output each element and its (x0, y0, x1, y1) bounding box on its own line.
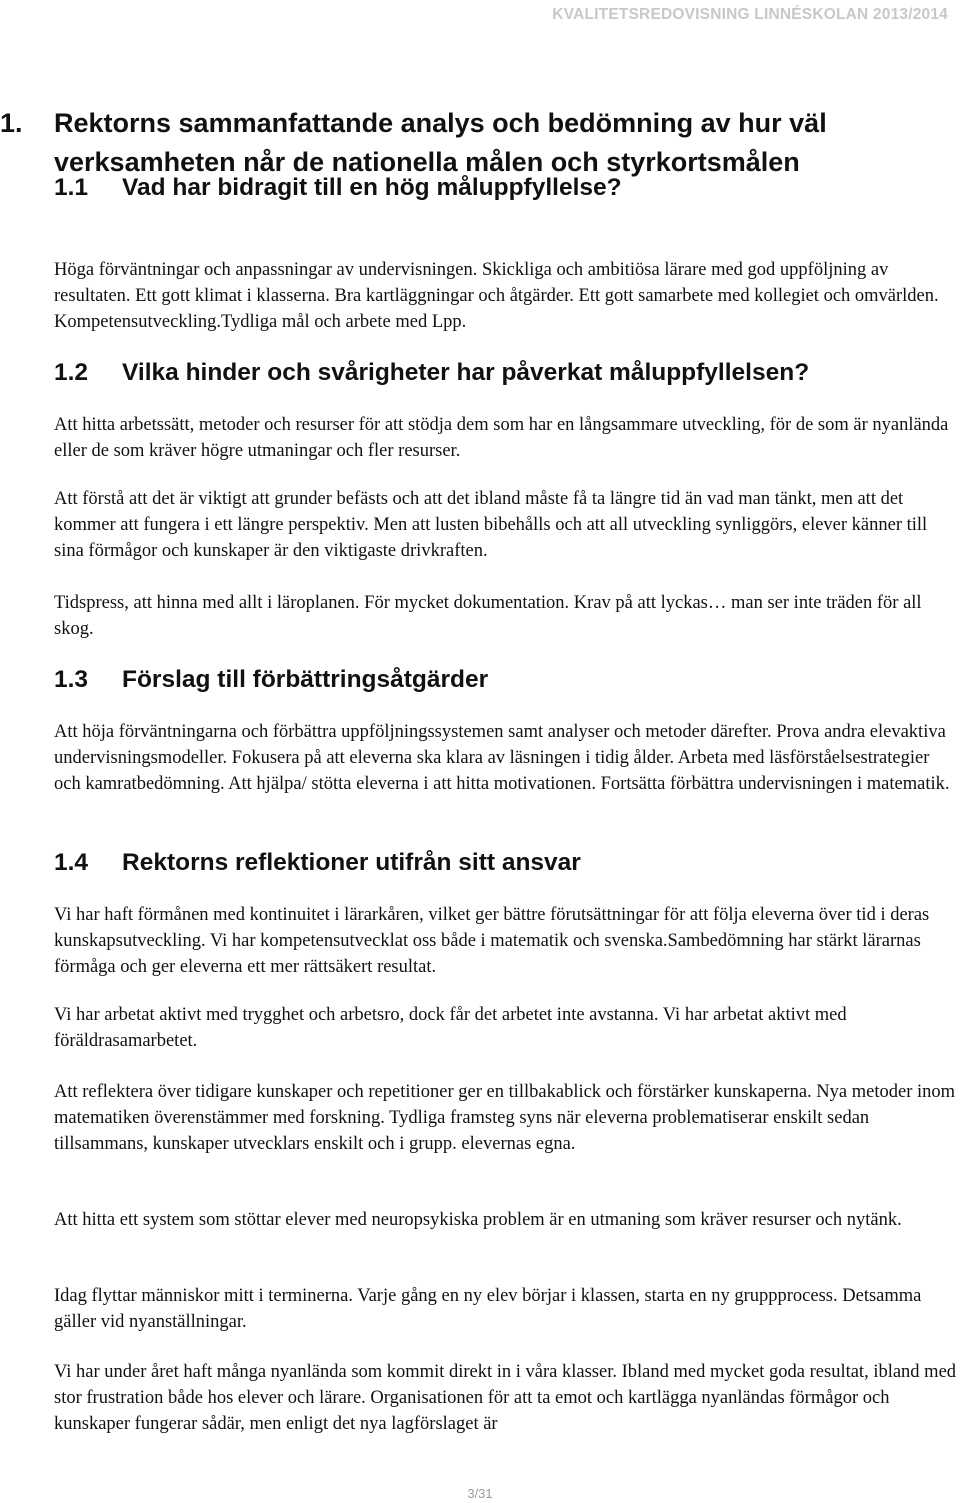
section-1-1-title: Vad har bidragit till en hög måluppfyllelse? (122, 174, 622, 201)
section-1-4-heading (54, 848, 581, 878)
section-1-1-heading (54, 173, 622, 203)
document-header: KVALITETSREDOVISNING LINNÉSKOLAN 2013/2014 (552, 6, 948, 23)
section-1-number: 1. (0, 108, 23, 138)
section-1-3-title: Förslag till förbättringsåtgärder (122, 666, 489, 693)
section-1-4-number: 1.4 (54, 849, 89, 876)
section-1-2-paragraph-2: Att förstå att det är viktigt att grunder befästs och att det ibland måste få ta längre tid än vad man tänkt, men att det kommer att fungera i ett längre perspektiv. Men att lusten bibehålls och att all utveckling synliggörs, elever känner till sina förmågor och kunskaper är den viktigaste drivkraften. (54, 489, 928, 561)
section-1-4-title: Rektorns reflektioner utifrån sitt ansvar (122, 849, 581, 876)
section-1-3-number: 1.3 (54, 666, 89, 693)
section-1-2-paragraph-3: Tidspress, att hinna med allt i läroplanen. För mycket dokumentation. Krav på att lyckas… man ser inte träden för all skog. (54, 593, 922, 639)
section-1-title: Rektorns sammanfattande analys och bedömning av hur väl verksamheten når de nationella målen och styrkortsmålen (54, 108, 827, 177)
section-1-1-number: 1.1 (54, 174, 89, 201)
section-1-2-paragraph-1: Att hitta arbetssätt, metoder och resurser för att stödja dem som har en långsammare utveckling, för de som är nyanlända eller de som kräver högre utmaningar och fler resurser. (54, 415, 949, 461)
section-1-2-heading (54, 358, 809, 388)
page-number: 3/31 (467, 1486, 493, 1501)
section-1-4-paragraph-2: Vi har arbetat aktivt med trygghet och arbetsro, dock får det arbetet inte avstanna. Vi har arbetat aktivt med föräldrasamarbetet. (54, 1005, 847, 1051)
section-1-2-number: 1.2 (54, 359, 89, 386)
section-1-4-paragraph-4: Att hitta ett system som stöttar elever med neuropsykiska problem är en utmaning som kräver resurser och nytänk. (54, 1210, 902, 1230)
section-1-4-paragraph-1: Vi har haft förmånen med kontinuitet i lärarkåren, vilket ger bättre förutsättningar för att följa eleverna över tid i deras kunskapsutveckling. Vi har kompetensutvecklat oss både i matematik och svenska.Sambedömning har stärkt lärarnas förmåga och ger eleverna ett mer rättsäkert resultat. (54, 905, 930, 977)
section-1-1-paragraph: Höga förväntningar och anpassningar av undervisningen. Skickliga och ambitiösa lärare med god uppföljning av resultaten. Ett gott klimat i klasserna. Bra kartläggningar och åtgärder. Ett gott samarbete med kollegiet och omvärlden. Kompetensutveckling.Tydliga mål och arbete med Lpp. (54, 260, 939, 332)
section-1-4-paragraph-3: Att reflektera över tidigare kunskaper och repetitioner ger en tillbakablick och förstärker kunskaperna. Nya metoder inom matematiken överenstämmer med forskning. Tydliga framsteg syns när eleverna problematiserar enskilt sedan tillsammans, kunskaper utvecklars enskilt och i grupp. elevernas egna. (54, 1082, 956, 1154)
section-1-4-paragraph-5: Idag flyttar människor mitt i terminerna. Varje gång en ny elev börjar i klassen, starta en ny gruppprocess. Detsamma gäller vid nyanställningar. (54, 1286, 922, 1332)
section-1-3-paragraph: Att höja förväntningarna och förbättra uppföljningssystemen samt analyser och metoder därefter. Prova andra elevaktiva undervisningsmodeller. Fokusera på att eleverna ska klara av läsningen i tidig ålder. Arbeta med läsförståelsestrategier och kamratbedömning. Att hjälpa/ stötta eleverna i att hitta motivationen. Fortsätta förbättra undervisningen i matematik. (54, 722, 950, 794)
section-1-heading (0, 104, 950, 182)
section-1-4-paragraph-6: Vi har under året haft många nyanlända som kommit direkt in i våra klasser. Ibland med mycket goda resultat, ibland med stor frustration både hos elever och lärare. Organisationen för att ta emot och kartlägga nyanländas förmågor och kunskaper fungerar sådär, men enligt det nya lagförslaget är (54, 1362, 957, 1434)
section-1-3-heading (54, 665, 488, 695)
section-1-2-title: Vilka hinder och svårigheter har påverkat måluppfyllelsen? (122, 359, 810, 386)
